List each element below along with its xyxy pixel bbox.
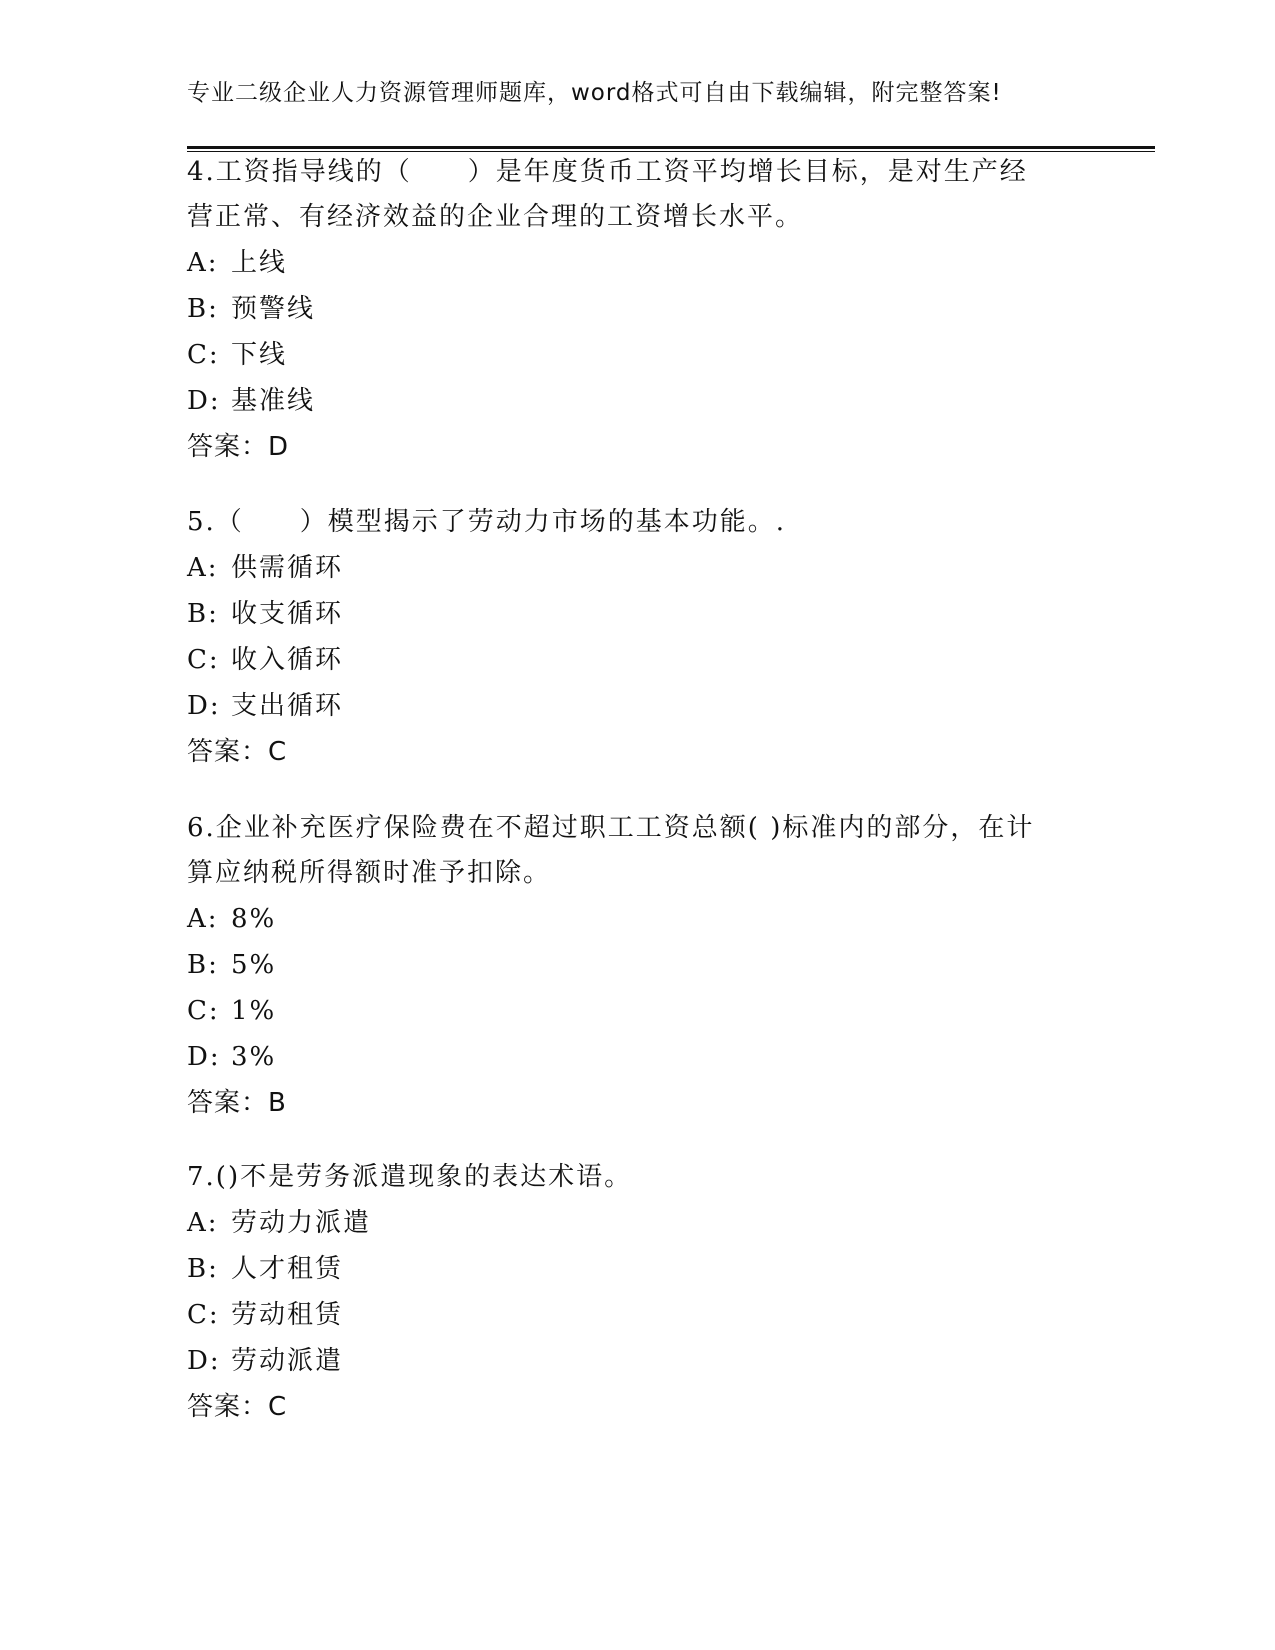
option-d xyxy=(187,1338,1087,1384)
answer: 答案：C xyxy=(187,737,288,767)
option-text: 5% xyxy=(231,950,277,980)
option-text: 预警线 xyxy=(231,294,316,324)
option-text: 支出循环 xyxy=(231,691,344,721)
option-key: B: xyxy=(187,1254,219,1284)
option-b xyxy=(187,942,1087,988)
option-text: 人才租赁 xyxy=(231,1254,344,1284)
question-6 xyxy=(187,806,1087,1126)
option-a xyxy=(187,896,1087,942)
option-a xyxy=(187,240,1087,286)
option-b xyxy=(187,286,1087,332)
question-stem-line: 5.（ ）模型揭示了劳动力市场的基本功能。. xyxy=(187,507,787,537)
option-key: C: xyxy=(187,996,220,1026)
option-key: B: xyxy=(187,950,219,980)
option-d xyxy=(187,1034,1087,1080)
option-text: 劳动租赁 xyxy=(231,1300,344,1330)
option-key: B: xyxy=(187,294,219,324)
option-key: D: xyxy=(187,1042,221,1072)
option-key: D: xyxy=(187,386,221,416)
option-d xyxy=(187,378,1087,424)
option-text: 劳动派遣 xyxy=(231,1346,344,1376)
option-a xyxy=(187,1200,1087,1246)
option-text: 上线 xyxy=(231,248,288,278)
option-c xyxy=(187,637,1087,683)
header-divider-thick xyxy=(187,146,1155,149)
option-a xyxy=(187,545,1087,591)
option-text: 8% xyxy=(231,904,277,934)
question-stem-line: 4.工资指导线的（ ）是年度货币工资平均增长目标，是对生产经 xyxy=(187,157,1028,187)
option-key: B: xyxy=(187,599,219,629)
option-b xyxy=(187,1246,1087,1292)
option-text: 收入循环 xyxy=(231,645,344,675)
answer: 答案：B xyxy=(187,1088,287,1118)
option-key: A: xyxy=(187,1208,219,1238)
option-key: D: xyxy=(187,691,221,721)
option-key: A: xyxy=(187,553,219,583)
option-text: 基准线 xyxy=(231,386,316,416)
option-text: 收支循环 xyxy=(231,599,344,629)
page-header: 专业二级企业人力资源管理师题库，word格式可自由下载编辑，附完整答案! xyxy=(187,80,1002,106)
answer: 答案：C xyxy=(187,1392,288,1422)
option-key: D: xyxy=(187,1346,221,1376)
option-text: 下线 xyxy=(231,340,288,370)
question-stem-line: 营正常、有经济效益的企业合理的工资增长水平。 xyxy=(187,202,804,232)
option-c xyxy=(187,1292,1087,1338)
question-stem-line: 6.企业补充医疗保险费在不超过职工工资总额( )标准内的部分，在计 xyxy=(187,813,1035,843)
option-key: A: xyxy=(187,248,219,278)
option-text: 1% xyxy=(231,996,277,1026)
option-key: C: xyxy=(187,1300,220,1330)
question-stem-line: 算应纳税所得额时准予扣除。 xyxy=(187,858,552,888)
option-c xyxy=(187,988,1087,1034)
question-7 xyxy=(187,1155,1087,1430)
question-5 xyxy=(187,500,1087,775)
option-d xyxy=(187,683,1087,729)
question-stem-line: 7.()不是劳务派遣现象的表达术语。 xyxy=(187,1162,633,1192)
option-b xyxy=(187,591,1087,637)
option-c xyxy=(187,332,1087,378)
option-key: C: xyxy=(187,645,220,675)
option-text: 3% xyxy=(231,1042,277,1072)
option-text: 供需循环 xyxy=(231,553,344,583)
option-key: A: xyxy=(187,904,219,934)
question-4 xyxy=(187,150,1087,470)
option-text: 劳动力派遣 xyxy=(231,1208,372,1238)
answer: 答案：D xyxy=(187,432,290,462)
option-key: C: xyxy=(187,340,220,370)
